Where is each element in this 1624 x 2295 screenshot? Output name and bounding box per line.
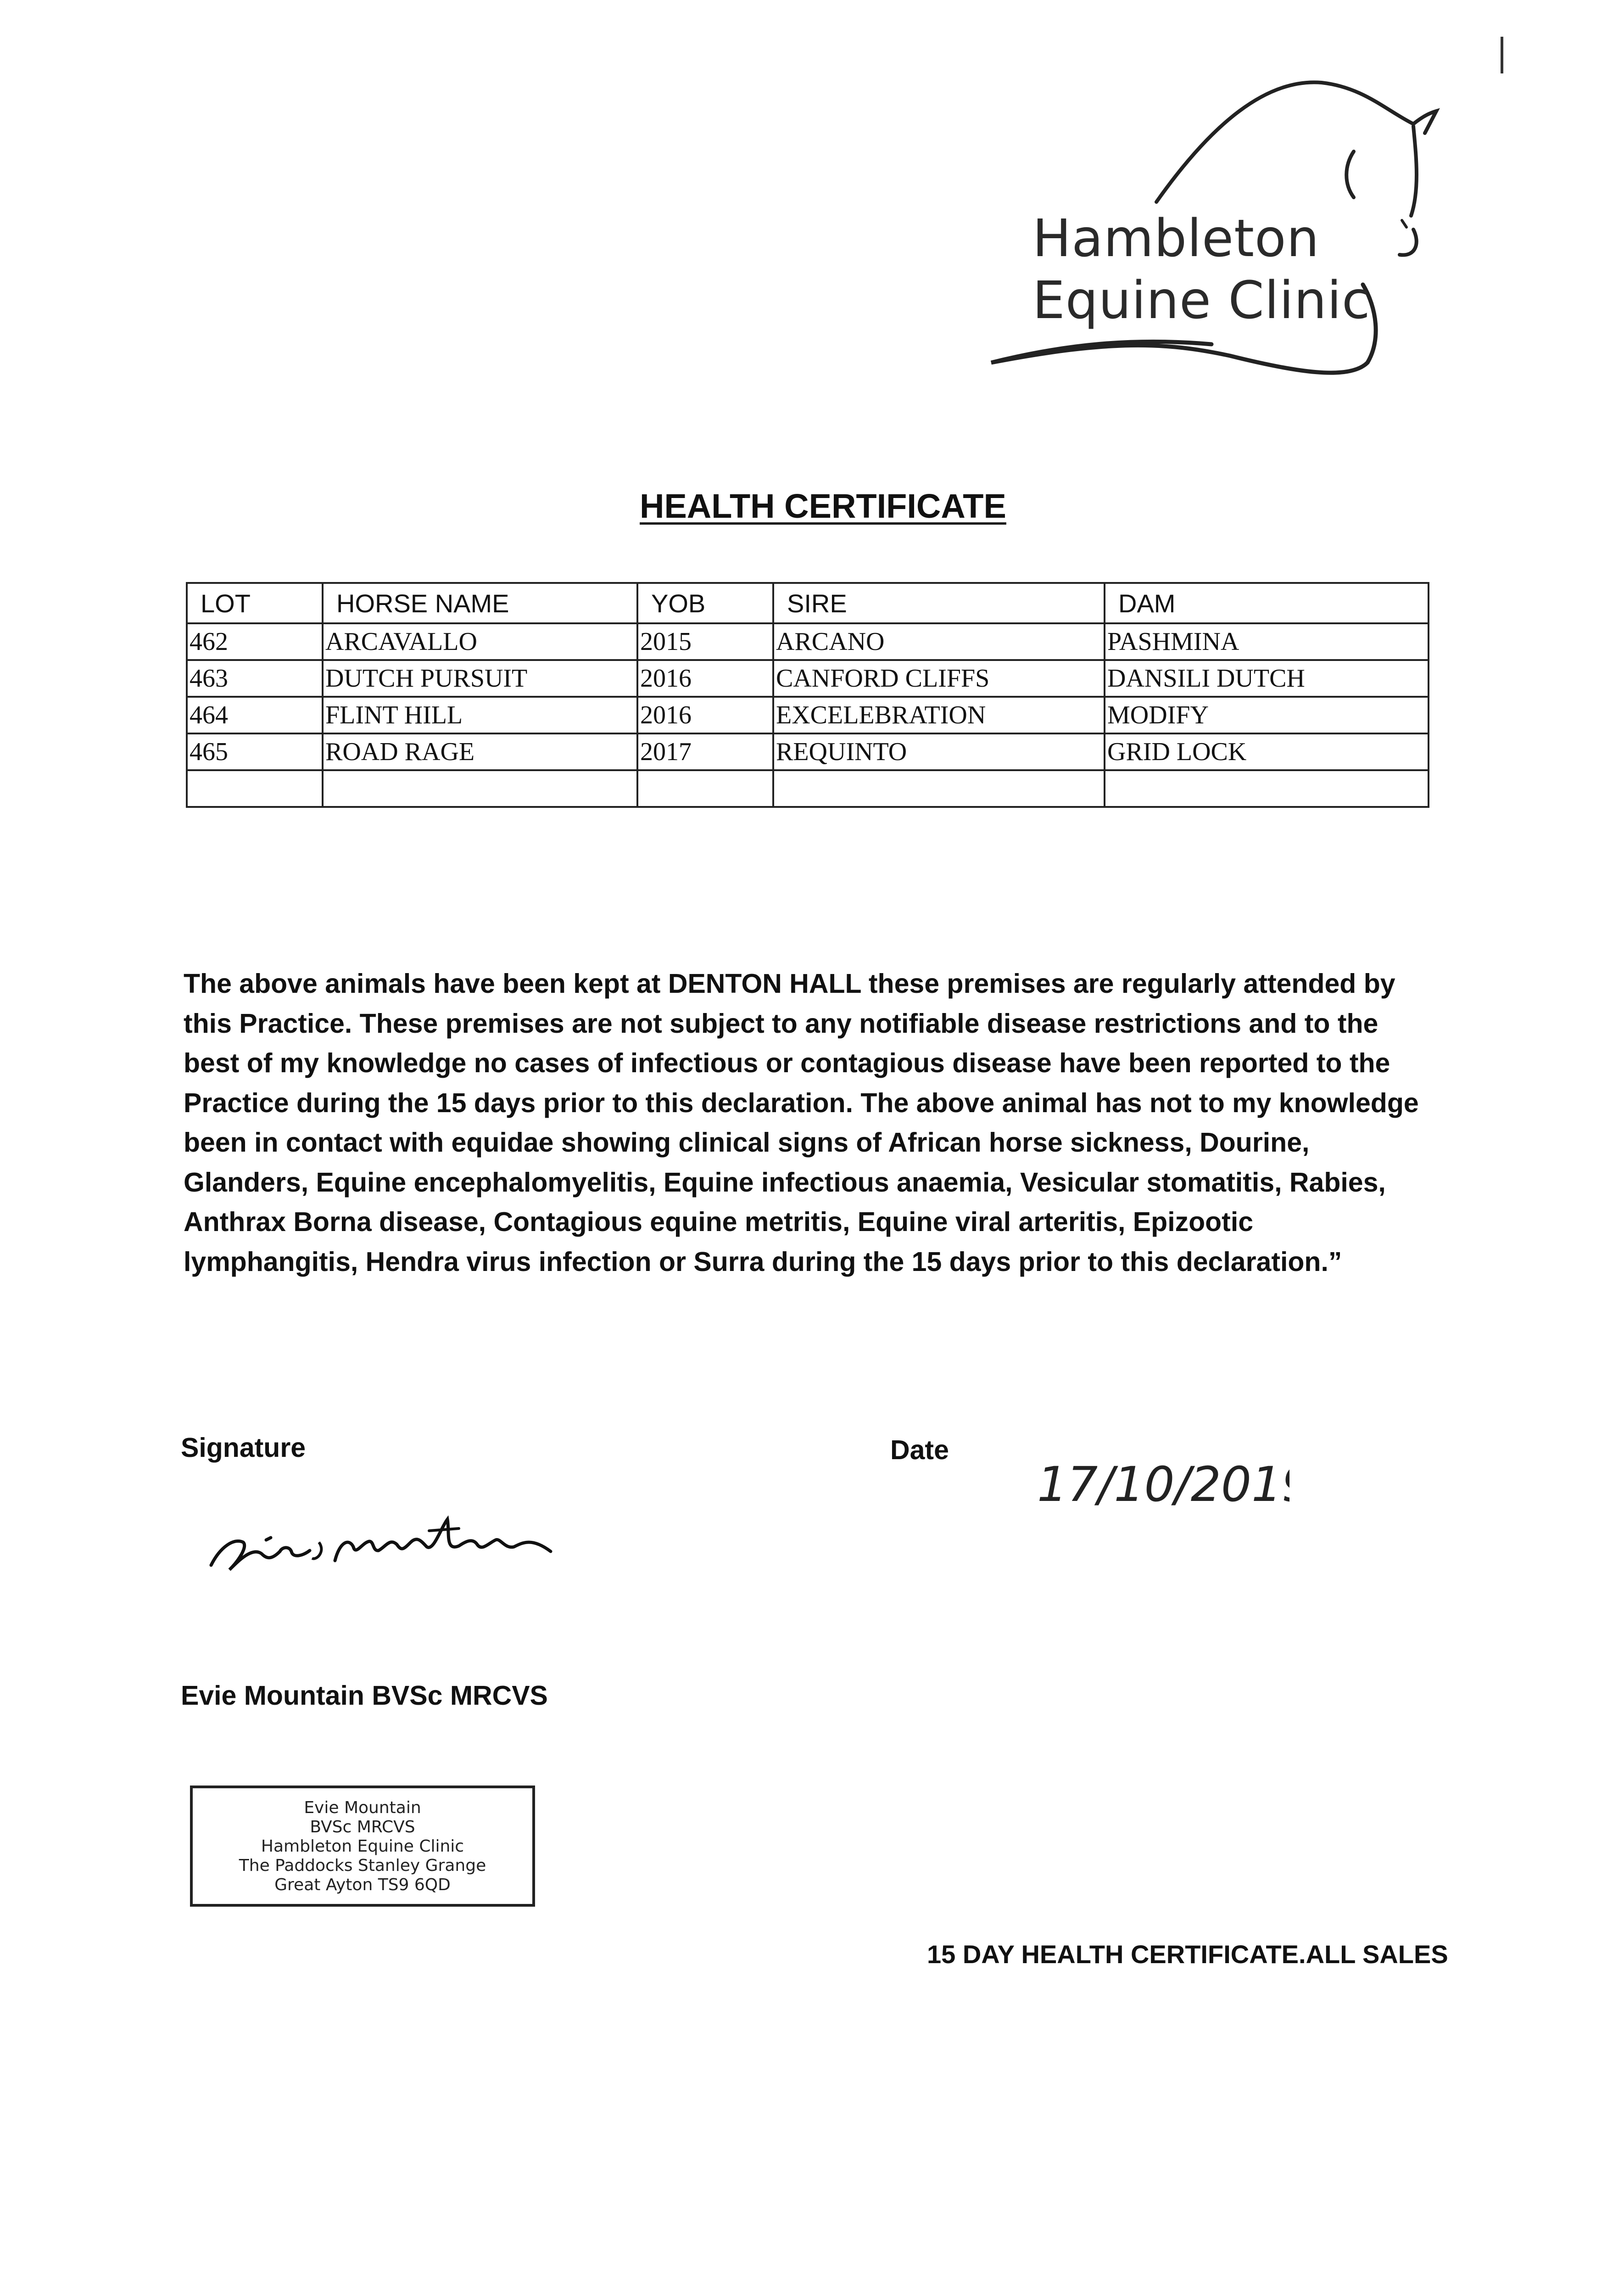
column-header-yob: YOB <box>637 583 773 623</box>
cell-dam: PASHMINA <box>1105 623 1429 660</box>
cell-lot <box>187 770 323 807</box>
cell-horse-name: FLINT HILL <box>323 697 637 733</box>
stamp-line: BVSc MRCVS <box>310 1818 415 1836</box>
column-header-dam: DAM <box>1105 583 1429 623</box>
handwritten-date <box>1032 1441 1289 1524</box>
column-header-lot: LOT <box>187 583 323 623</box>
cell-sire: ARCANO <box>773 623 1105 660</box>
logo-text-equine-clinic: Equine Clinic <box>1032 271 1371 330</box>
footer-note: 15 DAY HEALTH CERTIFICATE.ALL SALES <box>927 1940 1448 1969</box>
table-row <box>187 733 1429 770</box>
signature-scribble <box>202 1492 578 1588</box>
cell-yob <box>637 770 773 807</box>
stamp-line: The Paddocks Stanley Grange <box>239 1856 486 1875</box>
cell-horse-name: ARCAVALLO <box>323 623 637 660</box>
cell-dam <box>1105 770 1429 807</box>
cell-yob: 2015 <box>637 623 773 660</box>
cell-lot: 465 <box>187 733 323 770</box>
table-row-empty <box>187 770 1429 807</box>
cell-lot: 463 <box>187 660 323 697</box>
cell-dam: MODIFY <box>1105 697 1429 733</box>
handwritten-date-text: 17/10/2019 <box>1037 1456 1289 1512</box>
lots-table <box>186 582 1429 808</box>
stamp-line: Hambleton Equine Clinic <box>261 1837 464 1856</box>
cell-lot: 464 <box>187 697 323 733</box>
cell-yob: 2016 <box>637 660 773 697</box>
table-header-row <box>187 583 1429 623</box>
column-header-sire: SIRE <box>773 583 1105 623</box>
stamp-line: Great Ayton TS9 6QD <box>274 1875 451 1894</box>
stamp-line: Evie Mountain <box>304 1798 421 1817</box>
cell-dam: DANSILI DUTCH <box>1105 660 1429 697</box>
scan-mark <box>1501 37 1503 73</box>
cell-yob: 2017 <box>637 733 773 770</box>
vet-name: Evie Mountain BVSc MRCVS <box>181 1680 548 1711</box>
cell-horse-name <box>323 770 637 807</box>
declaration-paragraph: The above animals have been kept at DENTON HALL these premises are regularly attended by this Practice. These premises are not subject to any notifiable disease restrictions and to the best of my knowledge no cases of infectious or contagious disease have been reported to the Practice during the 15 days prior to this declaration. The above animal has not to my knowledge been in contact with equidae showing clinical signs of African horse sickness, Dourine, Glanders, Equine encephalomyelitis, Equine infectious anaemia, Vesicular stomatitis, Rabies, Anthrax Borna disease, Contagious equine metritis, Equine viral arteritis, Epizootic lymphangitis, Hendra virus infection or Surra during the 15 days prior to this declaration.” <box>184 968 1419 1277</box>
cell-sire: CANFORD CLIFFS <box>773 660 1105 697</box>
cell-yob: 2016 <box>637 697 773 733</box>
table-row <box>187 697 1429 733</box>
cell-sire: REQUINTO <box>773 733 1105 770</box>
date-label: Date <box>890 1435 949 1465</box>
handwritten-date-graphic <box>1032 1441 1289 1524</box>
clinic-stamp <box>190 1786 535 1907</box>
table-row <box>187 623 1429 660</box>
cell-dam: GRID LOCK <box>1105 733 1429 770</box>
column-header-horse-name: HORSE NAME <box>323 583 637 623</box>
cell-sire <box>773 770 1105 807</box>
cell-sire: EXCELEBRATION <box>773 697 1105 733</box>
signature-label: Signature <box>181 1433 306 1463</box>
logo-text-hambleton: Hambleton <box>1032 209 1320 269</box>
cell-lot: 462 <box>187 623 323 660</box>
page-title: HEALTH CERTIFICATE <box>640 487 1006 525</box>
clinic-logo <box>973 69 1450 390</box>
table-row <box>187 660 1429 697</box>
cell-horse-name: DUTCH PURSUIT <box>323 660 637 697</box>
signature-graphic <box>202 1492 578 1588</box>
cell-horse-name: ROAD RAGE <box>323 733 637 770</box>
